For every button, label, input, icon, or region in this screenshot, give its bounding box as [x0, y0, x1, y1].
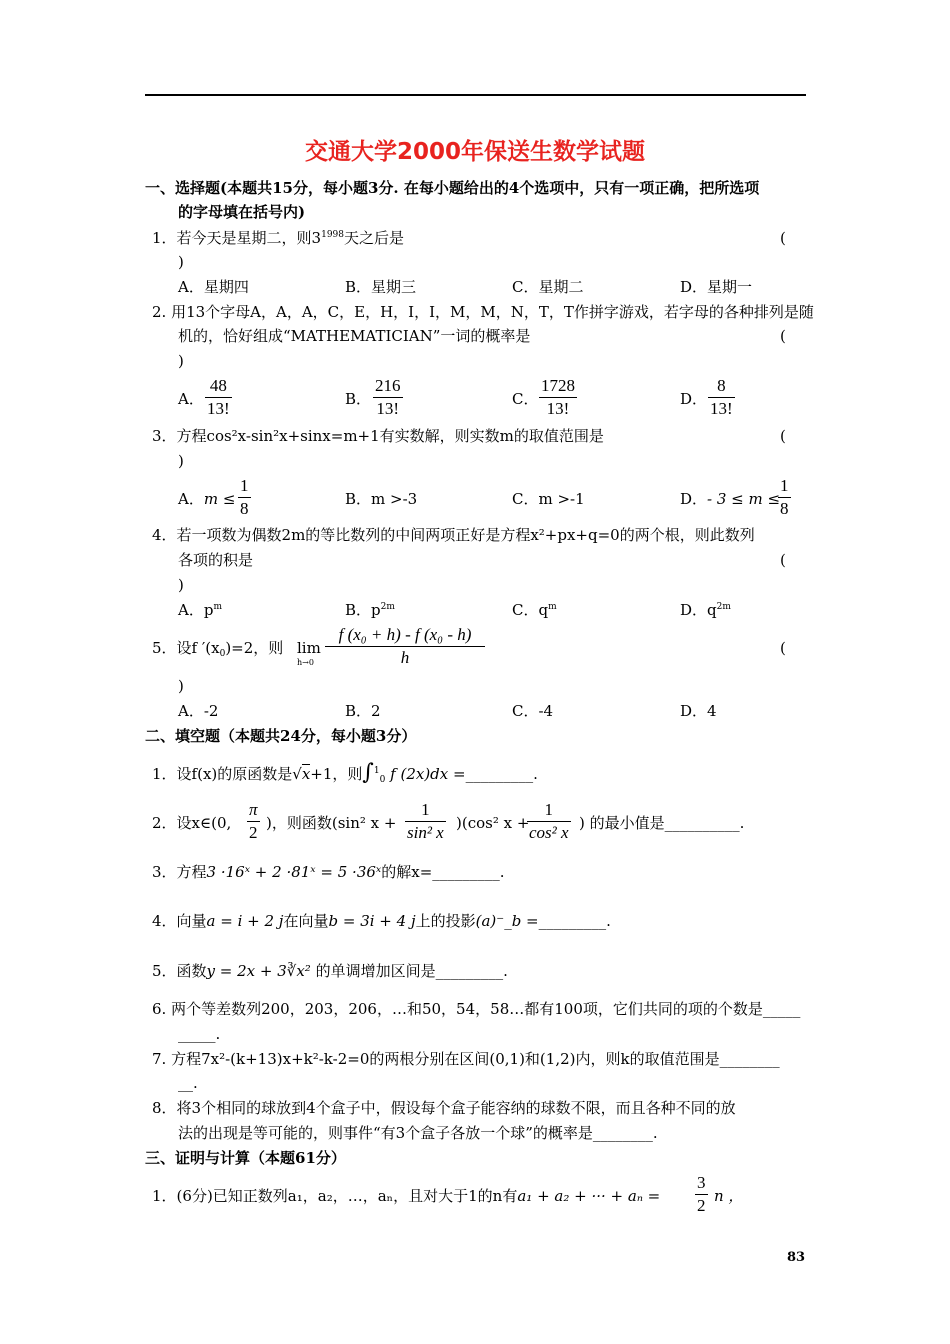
q1-2-text-cont: 机的，恰好组成“MATHEMATICIAN”一词的概率是 [178, 327, 531, 345]
q1-2-option-c-fraction: $\frac{1728}{13!}$ [541, 376, 575, 418]
q2-2-fraction-1: $\frac{1}{\text{sin² x}}$ [407, 800, 444, 842]
q1-1-option-a: A．星期四 [178, 278, 249, 296]
q2-6-text: 6. 两个等差数列200，203，206，…和50，54，58…都有100项，它们共同的项的个数是_____ [152, 1000, 801, 1018]
q2-2-text-post: ) 的最小值是__________. [579, 814, 745, 832]
section1-header: 一、选择题(本题共15分，每小题3分. 在每小题给出的4个选项中，只有一项正确，把所选项 [145, 179, 760, 197]
q3-1-text-post: n ， [714, 1187, 744, 1205]
section3-header: 三、证明与计算（本题61分） [145, 1149, 346, 1167]
q1-4-option-a: A．$p^m$ [178, 601, 222, 619]
q1-3-paren-open: ( [780, 427, 786, 445]
q1-2-text: 2. 用13个字母A，A，A，C，E，H，I，I，M，M，N，T，T作拼字游戏，若字母的各种排列是随 [152, 303, 814, 321]
q2-3-text: 3．方程3 ·16ˣ + 2 ·81ˣ = 5 ·36ˣ的解x=_________. [152, 863, 505, 881]
q1-4-paren-close: ) [178, 576, 184, 594]
q1-5-option-d: D．4 [680, 702, 717, 720]
q3-1-text: 1．(6分)已知正数列a₁，a₂，…，aₙ，且对大于1的n有a₁ + a₂ + ··· + aₙ = [152, 1187, 661, 1205]
q1-3-paren-close: ) [178, 452, 184, 470]
q1-4-text: 4．若一项数为偶数2m的等比数列的中间两项正好是方程x²+px+q=0的两个根，则此数列 [152, 526, 755, 544]
q2-2-text: 2．设x∈(0, [152, 814, 232, 832]
q2-5-text: 5．函数y = 2x + 3∛x² 的单调增加区间是_________. [152, 962, 508, 980]
q2-2-pi-fraction: $\frac{\pi}{2}$ [249, 800, 258, 842]
q2-4-text: 4．向量a = i + 2 j在向量b = 3i + 4 j上的投影(a)⁻_b =_________. [152, 912, 611, 930]
q1-5-paren-open: ( [780, 639, 786, 657]
q2-8-text-cont: 法的出现是等可能的，则事件“有3个盒子各放一个球”的概率是________. [178, 1124, 658, 1142]
q1-3-option-d-fraction: $\frac{1}{8}$ [780, 476, 789, 518]
q1-1-option-d: D．星期一 [680, 278, 753, 296]
q1-3-option-a: A．m ≤ [178, 490, 236, 508]
q2-7-text: 7. 方程7x²-(k+13)x+k²-k-2=0的两根分别在区间(0,1)和(1,2)内，则k的取值范围是________ [152, 1050, 780, 1068]
q1-5-lim-sub: h→0 [297, 658, 314, 667]
q1-2-paren-close: ) [178, 352, 184, 370]
q1-2-option-b-fraction: $\frac{216}{13!}$ [375, 376, 401, 418]
q1-5-paren-close: ) [178, 677, 184, 695]
q1-5-option-b: B．2 [345, 702, 381, 720]
q1-3-option-b: B．m >-3 [345, 490, 418, 508]
q1-2-option-a-fraction: $\frac{48}{13!}$ [207, 376, 230, 418]
q1-5-fraction: $\frac{\text{f (x₀ + h) - f (x₀ - h)}}{h}$ [325, 624, 485, 669]
q1-4-text-cont: 各项的积是 [178, 551, 254, 569]
q1-2-option-d: D． [680, 390, 708, 408]
q1-4-option-d: D．$q^{2m}$ [680, 601, 731, 619]
q1-2-option-c: C． [512, 390, 539, 408]
q1-4-paren-open: ( [780, 551, 786, 569]
q2-7-text-cont: __. [178, 1074, 198, 1092]
q1-5-option-c: C．-4 [512, 702, 554, 720]
page-title: 交通大学2000年保送生数学试题 [304, 139, 645, 165]
page-number: 83 [787, 1250, 806, 1265]
q1-1-text: 1．若今天是星期二，则$3^{1998}$天之后是 [152, 229, 405, 247]
q1-3-option-a-fraction: $\frac{1}{8}$ [240, 476, 249, 518]
q1-1-option-c: C．星期二 [512, 278, 584, 296]
q1-4-option-c: C．$q^m$ [512, 601, 557, 619]
q1-1-paren-open: ( [780, 229, 786, 247]
q2-8-text: 8．将3个相同的球放到4个盒子中，假设每个盒子能容纳的球数不限，而且各种不同的放 [152, 1099, 736, 1117]
q1-5-text: 5．设f $'(x_0)=2$，则 [152, 639, 284, 659]
section1-header-cont: 的字母填在括号内) [178, 203, 306, 221]
q1-2-option-d-fraction: $\frac{8}{13!}$ [710, 376, 733, 418]
q2-2-text-mid2: )(cos² x + [456, 814, 530, 832]
q1-2-option-b: B． [345, 390, 372, 408]
q1-5-option-a: A．-2 [178, 702, 219, 720]
q2-2-fraction-2: $\frac{1}{\text{cos² x}}$ [529, 800, 569, 842]
section2-header: 二、填空题（本题共24分，每小题3分） [145, 727, 417, 745]
q1-3-text: 3．方程cos²x-sin²x+sinx=m+1有实数解，则实数m的取值范围是 [152, 427, 604, 445]
q1-3-option-c: C．m >-1 [512, 490, 585, 508]
q1-5-lim: lim [297, 639, 321, 657]
q1-2-paren-open: ( [780, 327, 786, 345]
q1-2-option-a: A． [178, 390, 204, 408]
q2-2-text-mid: )，则函数(sin² x + [266, 814, 397, 832]
q3-1-fraction: $\frac{3}{2}$ [697, 1173, 706, 1215]
q1-1-paren-close: ) [178, 253, 184, 271]
q2-1-text: 1．设f(x)的原函数是√x+1，则∫$^1_0$ f (2x)dx =_________. [152, 760, 538, 785]
q2-6-text-cont: _____. [178, 1025, 221, 1043]
top-rule [145, 94, 806, 96]
q1-4-option-b: B．$p^{2m}$ [345, 601, 395, 619]
q1-1-option-b: B．星期三 [345, 278, 417, 296]
q1-3-option-d: D．- 3 ≤ m ≤ [680, 490, 781, 508]
